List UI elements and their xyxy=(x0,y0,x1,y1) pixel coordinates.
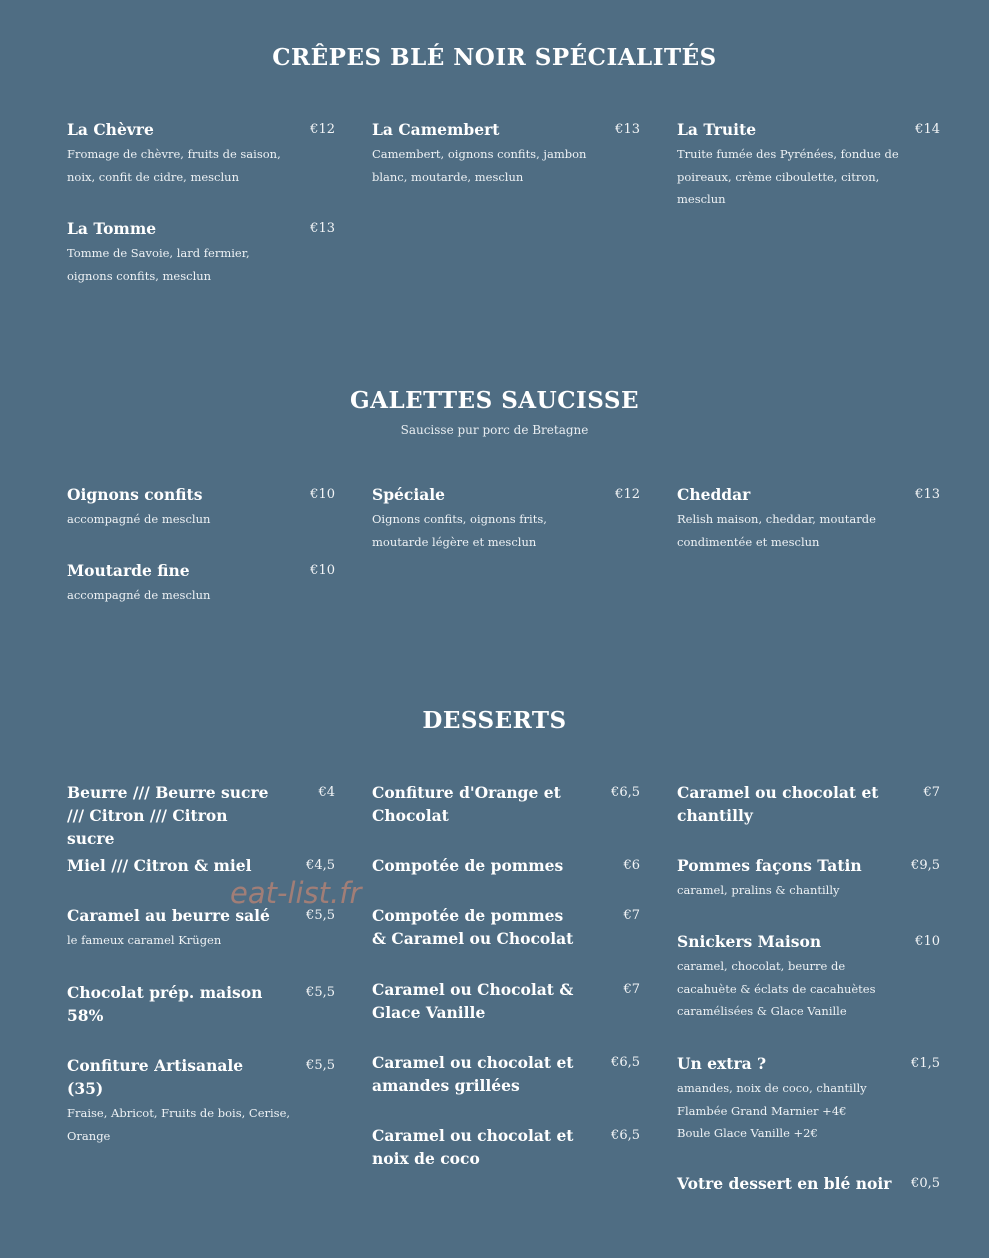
item-price: €13 xyxy=(310,221,335,236)
item-name: Caramel au beurre salé xyxy=(67,906,270,925)
item-description: Fromage de chèvre, fruits de saison, noix, confit de cidre, mesclun xyxy=(67,147,281,184)
item-price: €6,5 xyxy=(611,1128,640,1143)
menu-item xyxy=(677,1052,940,1145)
item-description-extra: Flambée Grand Marnier +4€ xyxy=(677,1103,847,1118)
item-price: €0,5 xyxy=(911,1176,940,1191)
menu-item xyxy=(67,559,335,607)
item-description: caramel, pralins & chantilly xyxy=(677,883,840,897)
menu-item xyxy=(677,1172,940,1195)
watermark: eat-list.fr xyxy=(230,876,362,910)
item-description: amandes, noix de coco, chantilly xyxy=(677,1081,867,1095)
item-description: Camembert, oignons confits, jambon blanc, moutarde, mesclun xyxy=(372,147,587,184)
menu-item xyxy=(67,904,335,952)
item-name: Pommes façons Tatin xyxy=(677,856,862,875)
item-description: accompagné de mesclun xyxy=(67,588,211,602)
menu-item xyxy=(67,781,335,850)
item-price: €4,5 xyxy=(306,858,335,873)
menu-item xyxy=(372,904,640,950)
item-price: €9,5 xyxy=(911,858,940,873)
menu-item xyxy=(67,118,335,188)
item-name: Spéciale xyxy=(372,485,446,504)
item-price: €4 xyxy=(318,785,335,800)
item-price: €13 xyxy=(615,122,640,137)
menu-item xyxy=(67,483,335,531)
item-description: accompagné de mesclun xyxy=(67,512,211,526)
item-price: €14 xyxy=(915,122,940,137)
menu-item xyxy=(372,1124,640,1170)
section-subtitle: Saucisse pur porc de Bretagne xyxy=(400,423,589,437)
item-name: Compotée de pommes & Caramel ou Chocolat xyxy=(372,906,574,948)
item-name: Cheddar xyxy=(677,485,751,504)
menu-item xyxy=(677,854,940,902)
item-name: Caramel ou Chocolat & Glace Vanille xyxy=(372,980,574,1022)
item-name: La Camembert xyxy=(372,120,500,139)
item-description-extra: Boule Glace Vanille +2€ xyxy=(677,1126,818,1140)
item-price: €7 xyxy=(623,908,640,923)
menu-item xyxy=(372,978,640,1024)
menu-item xyxy=(677,118,940,211)
item-description: Oignons confits, oignons frits, moutarde légère et mesclun xyxy=(372,512,547,549)
item-price: €10 xyxy=(310,487,335,502)
section-title-crepes: CRÊPES BLÉ NOIR SPÉCIALITÉS xyxy=(272,44,717,71)
item-price: €6,5 xyxy=(611,785,640,800)
item-description: le fameux caramel Krügen xyxy=(67,933,222,947)
item-name: Oignons confits xyxy=(67,485,203,504)
item-price: €12 xyxy=(615,487,640,502)
item-price: €5,5 xyxy=(306,985,335,1000)
item-name: Compotée de pommes xyxy=(372,856,564,875)
section-title-galettes: GALETTES SAUCISSE xyxy=(349,387,640,414)
menu-item xyxy=(677,930,940,1023)
menu-item xyxy=(67,981,335,1027)
item-name: Moutarde fine xyxy=(67,561,190,580)
item-description: Fraise, Abricot, Fruits de bois, Cerise, Orange xyxy=(67,1106,291,1143)
item-price: €7 xyxy=(623,982,640,997)
item-price: €5,5 xyxy=(306,1058,335,1073)
menu-item xyxy=(372,1051,640,1097)
item-name: La Truite xyxy=(677,120,757,139)
item-name: Votre dessert en blé noir xyxy=(677,1174,892,1193)
menu-item xyxy=(677,781,940,827)
menu-item xyxy=(67,854,335,877)
item-price: €10 xyxy=(310,563,335,578)
item-description: Truite fumée des Pyrénées, fondue de poireaux, crème ciboulette, citron, mesclun xyxy=(677,147,899,206)
item-price: €13 xyxy=(915,487,940,502)
menu-item xyxy=(372,118,640,188)
menu-item xyxy=(67,217,335,287)
item-name: Chocolat prép. maison 58% xyxy=(67,983,263,1025)
item-name: Confiture Artisanale (35) xyxy=(67,1056,244,1098)
item-name: Un extra ? xyxy=(677,1054,767,1073)
menu-item xyxy=(67,1054,335,1147)
section-title-desserts: DESSERTS xyxy=(422,707,567,734)
item-name: Snickers Maison xyxy=(677,932,822,951)
item-price: €1,5 xyxy=(911,1056,940,1071)
item-name: Caramel ou chocolat et noix de coco xyxy=(372,1126,574,1168)
item-price: €6,5 xyxy=(611,1055,640,1070)
item-name: Caramel ou chocolat et amandes grillées xyxy=(372,1053,574,1095)
item-name: Confiture d'Orange et Chocolat xyxy=(372,783,561,825)
item-description: Tomme de Savoie, lard fermier, oignons confits, mesclun xyxy=(67,246,250,283)
item-name: Beurre /// Beurre sucre /// Citron /// Citron sucre xyxy=(67,783,269,848)
item-name: Caramel ou chocolat et chantilly xyxy=(677,783,879,825)
menu-item xyxy=(372,781,640,827)
item-price: €6 xyxy=(623,858,640,873)
menu-item xyxy=(372,854,640,877)
item-price: €5,5 xyxy=(306,908,335,923)
item-name: La Tomme xyxy=(67,219,157,238)
item-price: €7 xyxy=(923,785,940,800)
item-price: €12 xyxy=(310,122,335,137)
item-name: La Chèvre xyxy=(67,120,154,139)
menu-item xyxy=(677,483,940,553)
item-name: Miel /// Citron & miel xyxy=(67,856,252,875)
item-description: Relish maison, cheddar, moutarde condimentée et mesclun xyxy=(677,512,876,549)
menu-item xyxy=(372,483,640,553)
item-price: €10 xyxy=(915,934,940,949)
item-description: caramel, chocolat, beurre de cacahuète & éclats de cacahuètes caramélisées & Glace Vanille xyxy=(677,959,876,1018)
